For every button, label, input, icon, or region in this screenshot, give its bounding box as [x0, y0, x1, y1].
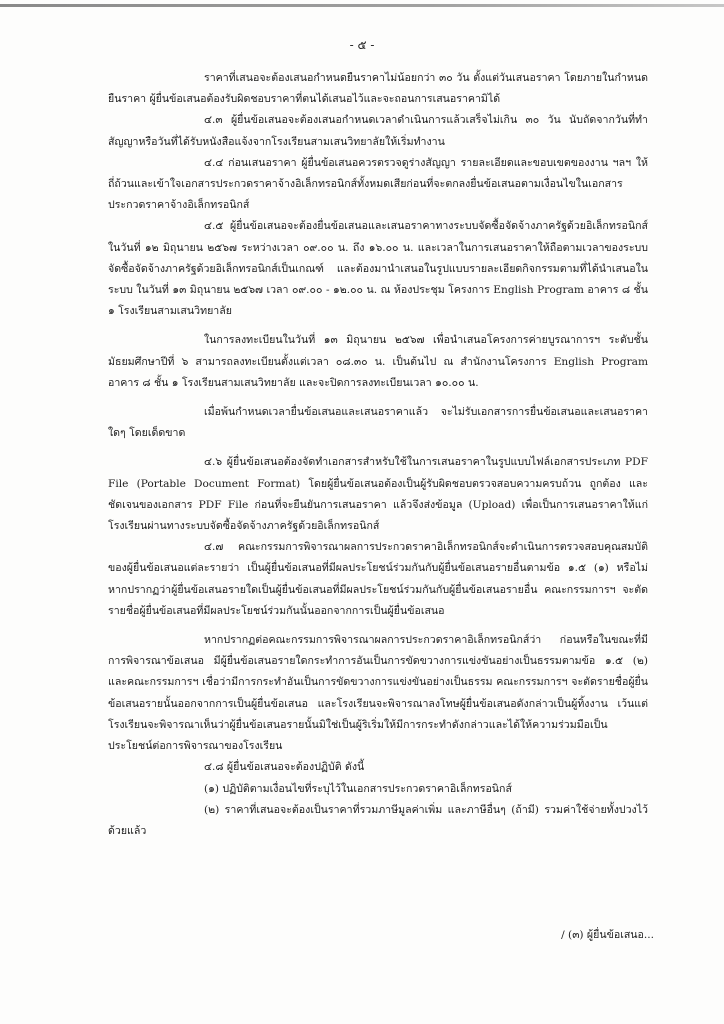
- paragraph-4-5: ๔.๕ ผู้ยื่นข้อเสนอจะต้องยื่นข้อเสนอและเสนอราคาทางระบบจัดซื้อจัดจ้างภาครัฐด้วยอิเล็กทรอนิกส์ในวันที่ ๑๒ มิถุนายน ๒๕๖๗ ระหว่างเวลา ๐๙.๐๐ น. ถึง ๑๖.๐๐ น. และเวลาในการเสนอราคาให้ถือตามเวลาของระบบจัดซื้อจัดจ้างภาครัฐด้วยอิเล็กทรอนิกส์เป็นเกณฑ์ และต้องมานำเสนอในรูปแบบรายละเอียดกิจกรรมตามที่ได้นำเสนอในระบบ ในวันที่ ๑๓ มิถุนายน ๒๕๖๗ เวลา ๐๙.๐๐ - ๑๒.๐๐ น. ณ ห้องประชุม โครงการ English Program อาคาร ๘ ชั้น ๑ โรงเรียนสามเสนวิทยาลัย: [108, 220, 648, 318]
- list-item-1: (๑) ปฏิบัติตามเงื่อนไขที่ระบุไว้ในเอกสารประกวดราคาอิเล็กทรอนิกส์: [204, 782, 512, 795]
- document-body: [108, 68, 648, 842]
- list-item-2: (๒) ราคาที่เสนอจะต้องเป็นราคาที่รวมภาษีมูลค่าเพิ่ม และภาษีอื่นๆ (ถ้ามี) รวมค่าใช้จ่ายทั้งปวงไว้ด้วยแล้ว: [108, 803, 648, 837]
- paragraph-unfair-competition: หากปรากฏต่อคณะกรรมการพิจารณาผลการประกวดราคาอิเล็กทรอนิกส์ว่า ก่อนหรือในขณะที่มีการพิจารณาข้อเสนอ มีผู้ยื่นข้อเสนอรายใดกระทำการอันเป็นการขัดขวางการแข่งขันอย่างเป็นธรรมตามข้อ ๑.๕ (๒) และคณะกรรมการฯ เชื่อว่ามีการกระทำอันเป็นการขัดขวางการแข่งขันอย่างเป็นธรรม คณะกรรมการฯ จะตัดรายชื่อผู้ยื่นข้อเสนอรายนั้นออกจากการเป็นผู้ยื่นข้อเสนอ และโรงเรียนจะพิจารณาลงโทษผู้ยื่นข้อเสนอดังกล่าวเป็นผู้ทิ้งงาน เว้นแต่โรงเรียนจะพิจารณาเห็นว่าผู้ยื่นข้อเสนอรายนั้นมิใช่เป็นผู้ริเริ่มให้มีการกระทำดังกล่าวและได้ให้ความร่วมมือเป็นประโยชน์ต่อการพิจารณาของโรงเรียน: [108, 634, 648, 753]
- paragraph-4-8: ๔.๘ ผู้ยื่นข้อเสนอจะต้องปฏิบัติ ดังนี้: [204, 761, 365, 774]
- continuation-reference: / (๓) ผู้ยื่นข้อเสนอ...: [561, 929, 654, 941]
- paragraph-4-7: ๔.๗ คณะกรรมการพิจารณาผลการประกวดราคาอิเล็กทรอนิกส์จะดำเนินการตรวจสอบคุณสมบัติของผู้ยื่นข้อเสนอแต่ละรายว่า เป็นผู้ยื่นข้อเสนอที่มีผลประโยชน์ร่วมกันกับผู้ยื่นข้อเสนอรายอื่นตามข้อ ๑.๕ (๑) หรือไม่ หากปรากฏว่าผู้ยื่นข้อเสนอรายใดเป็นผู้ยื่นข้อเสนอที่มีผลประโยชน์ร่วมกันกับผู้ยื่นข้อเสนอรายอื่น คณะกรรมการฯ จะตัดรายชื่อผู้ยื่นข้อเสนอที่มีผลประโยชน์ร่วมกันนั้นออกจากการเป็นผู้ยื่นข้อเสนอ: [108, 541, 648, 617]
- paragraph-4-4: ๔.๔ ก่อนเสนอราคา ผู้ยื่นข้อเสนอควรตรวจดูร่างสัญญา รายละเอียดและขอบเขตของงาน ฯลฯ ให้ถี่ถ้วนและเข้าใจเอกสารประกวดราคาจ้างอิเล็กทรอนิกส์ทั้งหมดเสียก่อนที่จะตกลงยื่นข้อเสนอตามเงื่อนไขในเอกสารประกวดราคาจ้างอิเล็กทรอนิกส์: [108, 156, 648, 212]
- top-scan-edge: [0, 4, 724, 7]
- paragraph-deadline: เมื่อพ้นกำหนดเวลายื่นข้อเสนอและเสนอราคาแล้ว จะไม่รับเอกสารการยื่นข้อเสนอและเสนอราคาใดๆ โดยเด็ดขาด: [108, 406, 648, 440]
- paragraph-4-6: ๔.๖ ผู้ยื่นข้อเสนอต้องจัดทำเอกสารสำหรับใช้ในการเสนอราคาในรูปแบบไฟล์เอกสารประเภท PDF File (Portable Document Format) โดยผู้ยื่นข้อเสนอต้องเป็นผู้รับผิดชอบตรวจสอบความครบถ้วน ถูกต้อง และชัดเจนของเอกสาร PDF File ก่อนที่จะยืนยันการเสนอราคา แล้วจึงส่งข้อมูล (Upload) เพื่อเป็นการเสนอราคาให้แก่โรงเรียนผ่านทางระบบจัดซื้อจัดจ้างภาครัฐด้วยอิเล็กทรอนิกส์: [108, 456, 648, 533]
- paragraph-registration: ในการลงทะเบียนในวันที่ ๑๓ มิถุนายน ๒๕๖๗ เพื่อนำเสนอโครงการค่ายบูรณาการฯ ระดับชั้นมัธยมศึกษาปีที่ ๖ สามารถลงทะเบียนตั้งแต่เวลา ๐๘.๓๐ น. เป็นต้นไป ณ สำนักงานโครงการ English Program อาคาร ๘ ชั้น ๑ โรงเรียนสามเสนวิทยาลัย และจะปิดการลงทะเบียนเวลา ๑๐.๐๐ น.: [108, 334, 648, 389]
- paragraph-price-validity: ราคาที่เสนอจะต้องเสนอกำหนดยืนราคาไม่น้อยกว่า ๓๐ วัน ตั้งแต่วันเสนอราคา โดยภายในกำหนดยืนราคา ผู้ยื่นข้อเสนอต้องรับผิดชอบราคาที่ตนได้เสนอไว้และจะถอนการเสนอราคามิได้: [108, 72, 648, 106]
- paragraph-4-3: ๔.๓ ผู้ยื่นข้อเสนอจะต้องเสนอกำหนดเวลาดำเนินการแล้วเสร็จไม่เกิน ๓๐ วัน นับถัดจากวันที่ทำสัญญาหรือวันที่ได้รับหนังสือแจ้งจากโรงเรียนสามเสนวิทยาลัยให้เริ่มทำงาน: [108, 114, 648, 148]
- page-number: - ๕ -: [349, 38, 375, 52]
